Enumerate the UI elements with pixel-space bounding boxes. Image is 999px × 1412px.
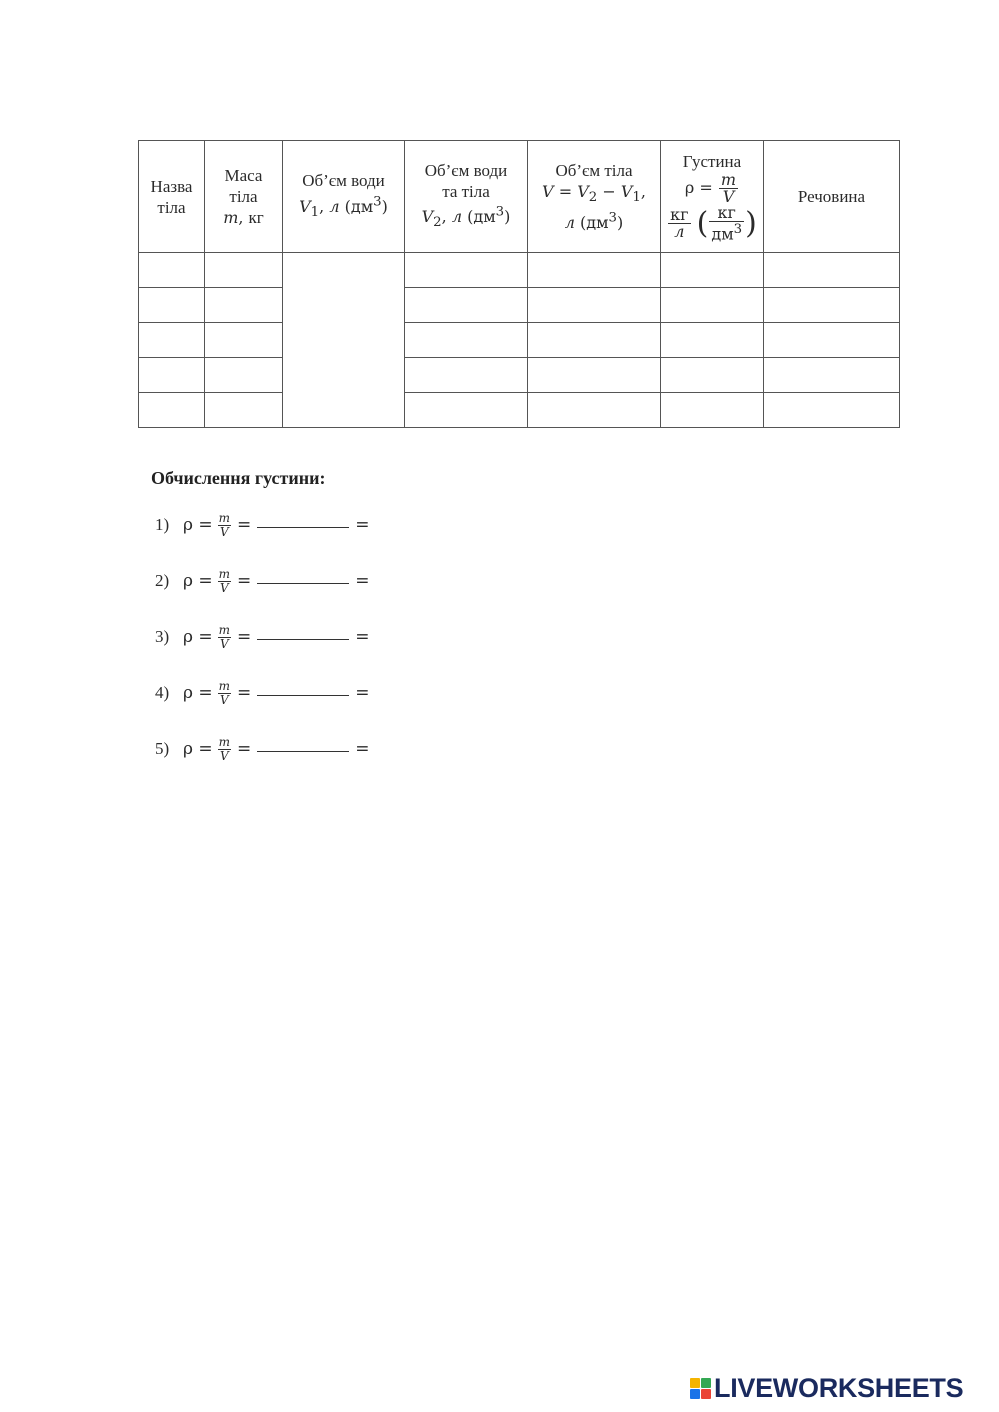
header-text: Маса — [224, 166, 263, 185]
fraction-answer-field[interactable] — [257, 694, 349, 696]
result-answer-field[interactable] — [376, 569, 536, 593]
liveworksheets-logo-icon — [690, 1378, 711, 1399]
row-number: 2) — [155, 571, 170, 590]
answer-field[interactable] — [661, 323, 763, 357]
calc-row-5 — [155, 729, 536, 769]
header-text: Об’єм води — [424, 160, 508, 180]
cell-water-body-volume[interactable] — [405, 253, 528, 288]
answer-field[interactable] — [661, 288, 763, 322]
header-density — [661, 141, 764, 253]
cell-water-body-volume[interactable] — [405, 393, 528, 428]
logo-square — [690, 1389, 700, 1399]
cell-body-volume[interactable] — [528, 288, 661, 323]
table-row — [139, 288, 900, 323]
rho-symbol: ρ = — [183, 515, 213, 535]
cell-substance[interactable] — [764, 358, 900, 393]
answer-field[interactable] — [764, 393, 899, 427]
cell-substance[interactable] — [764, 253, 900, 288]
rho-symbol: ρ = — [183, 571, 213, 591]
header-body-volume — [528, 141, 661, 253]
answer-field[interactable] — [661, 253, 763, 287]
answer-field[interactable] — [764, 253, 899, 287]
answer-field[interactable] — [764, 358, 899, 392]
calc-row-2 — [155, 561, 536, 601]
cell-body-volume[interactable] — [528, 393, 661, 428]
cell-body-name[interactable] — [139, 393, 205, 428]
volume-difference-formula: $V = V_2 - V_1$, — [542, 181, 646, 205]
rho-symbol: ρ = — [183, 683, 213, 703]
header-body-name — [139, 141, 205, 253]
header-text: Густина — [682, 151, 742, 171]
density-fraction: $\frac{m}{V}$ — [218, 566, 231, 595]
result-answer-field[interactable] — [376, 681, 536, 705]
header-water-volume — [283, 141, 405, 253]
header-text: Об’єм тіла — [555, 160, 633, 180]
cell-mass[interactable] — [205, 358, 283, 393]
equals-sign: = — [237, 515, 252, 535]
row-number: 3) — [155, 627, 170, 646]
answer-field[interactable] — [528, 288, 660, 322]
answer-field[interactable] — [764, 288, 899, 322]
cell-body-name[interactable] — [139, 358, 205, 393]
calc-row-4 — [155, 673, 536, 713]
cell-density[interactable] — [661, 253, 764, 288]
header-text: тіла — [157, 197, 186, 217]
answer-field[interactable] — [764, 323, 899, 357]
table-row — [139, 358, 900, 393]
cell-density[interactable] — [661, 393, 764, 428]
density-formula: ρ = $\frac{m}{V}$ — [684, 169, 737, 206]
logo-square — [690, 1378, 700, 1388]
cell-density[interactable] — [661, 358, 764, 393]
result-answer-field[interactable] — [376, 737, 536, 761]
logo-square — [701, 1378, 711, 1388]
liveworksheets-brand[interactable] — [690, 1372, 963, 1404]
cell-substance[interactable] — [764, 288, 900, 323]
density-fraction: $\frac{m}{V}$ — [218, 678, 231, 707]
cell-density[interactable] — [661, 323, 764, 358]
answer-field[interactable] — [405, 253, 527, 287]
fraction-answer-field[interactable] — [257, 750, 349, 752]
cell-water-body-volume[interactable] — [405, 288, 528, 323]
answer-field[interactable] — [205, 393, 282, 427]
cell-water-body-volume[interactable] — [405, 358, 528, 393]
brand-text: LIVEWORKSHEETS — [714, 1372, 964, 1403]
result-answer-field[interactable] — [376, 513, 536, 537]
cell-density[interactable] — [661, 288, 764, 323]
cell-body-volume[interactable] — [528, 253, 661, 288]
header-mass — [205, 141, 283, 253]
answer-field[interactable] — [139, 253, 204, 287]
answer-field[interactable] — [405, 323, 527, 357]
answer-field[interactable] — [205, 358, 282, 392]
rho-symbol: ρ = — [183, 627, 213, 647]
equals-sign: = — [355, 739, 370, 759]
cell-body-volume[interactable] — [528, 358, 661, 393]
density-fraction: $\frac{m}{V}$ — [218, 510, 231, 539]
volume-unit: л $(дм^3)$ — [564, 210, 624, 233]
calc-row-1 — [155, 505, 536, 545]
equals-sign: = — [237, 739, 252, 759]
logo-square — [701, 1389, 711, 1399]
answer-field[interactable] — [205, 253, 282, 287]
cell-body-volume[interactable] — [528, 323, 661, 358]
result-answer-field[interactable] — [376, 625, 536, 649]
header-text: Об’єм води — [302, 171, 385, 191]
cell-water-volume[interactable] — [283, 253, 405, 428]
fraction-answer-field[interactable] — [257, 582, 349, 584]
table-row — [139, 393, 900, 428]
mass-symbol: m, — [223, 208, 249, 227]
header-text: тіла — [229, 187, 258, 206]
answer-field[interactable] — [528, 253, 660, 287]
equals-sign: = — [355, 627, 370, 647]
answer-field[interactable] — [139, 288, 204, 322]
header-text: Назва — [150, 176, 193, 196]
rho-symbol: ρ = — [183, 739, 213, 759]
row-number: 4) — [155, 683, 170, 702]
header-row — [139, 141, 900, 253]
cell-body-name[interactable] — [139, 323, 205, 358]
fraction-answer-field[interactable] — [257, 638, 349, 640]
answer-field[interactable] — [139, 323, 204, 357]
answer-field[interactable] — [405, 358, 527, 392]
answer-field[interactable] — [528, 393, 660, 427]
mass-unit: кг — [248, 208, 264, 227]
cell-mass[interactable] — [205, 323, 283, 358]
equals-sign: = — [355, 515, 370, 535]
v1-formula: $V_1$, л $(дм^3)$ — [299, 194, 388, 220]
answer-field[interactable] — [405, 393, 527, 427]
row-number: 1) — [155, 515, 170, 534]
cell-body-name[interactable] — [139, 288, 205, 323]
header-text: та тіла — [442, 181, 490, 201]
answer-field[interactable] — [139, 358, 204, 392]
equals-sign: = — [237, 627, 252, 647]
answer-field[interactable] — [139, 393, 204, 427]
answer-field[interactable] — [661, 358, 763, 392]
density-fraction: $\frac{m}{V}$ — [218, 622, 231, 651]
answer-field[interactable] — [205, 323, 282, 357]
v2-formula: $V_2$, л $(дм^3)$ — [421, 204, 511, 231]
density-fraction: $\frac{m}{V}$ — [218, 734, 231, 763]
calculation-title: Обчислення густини: — [151, 468, 326, 488]
header-substance — [764, 141, 900, 253]
table-row — [139, 323, 900, 358]
calc-row-3 — [155, 617, 536, 657]
data-table — [138, 140, 900, 428]
cell-body-name[interactable] — [139, 253, 205, 288]
answer-field[interactable] — [528, 358, 660, 392]
cell-substance[interactable] — [764, 393, 900, 428]
answer-field[interactable] — [205, 288, 282, 322]
equals-sign: = — [237, 571, 252, 591]
cell-mass[interactable] — [205, 288, 283, 323]
header-text: Речовина — [797, 187, 866, 206]
fraction-answer-field[interactable] — [257, 526, 349, 528]
equals-sign: = — [355, 571, 370, 591]
cell-water-body-volume[interactable] — [405, 323, 528, 358]
cell-substance[interactable] — [764, 323, 900, 358]
table-row — [139, 253, 900, 288]
row-number: 5) — [155, 739, 170, 758]
answer-field[interactable] — [528, 323, 660, 357]
density-unit: $\frac{кг}{л}$ ( $\frac{кг}{дм^3}$ ) — [670, 202, 757, 244]
equals-sign: = — [237, 683, 252, 703]
cell-mass[interactable] — [205, 253, 283, 288]
answer-field[interactable] — [405, 288, 527, 322]
header-water-body-volume — [405, 141, 528, 253]
answer-field[interactable] — [661, 393, 763, 427]
cell-mass[interactable] — [205, 393, 283, 428]
equals-sign: = — [355, 683, 370, 703]
